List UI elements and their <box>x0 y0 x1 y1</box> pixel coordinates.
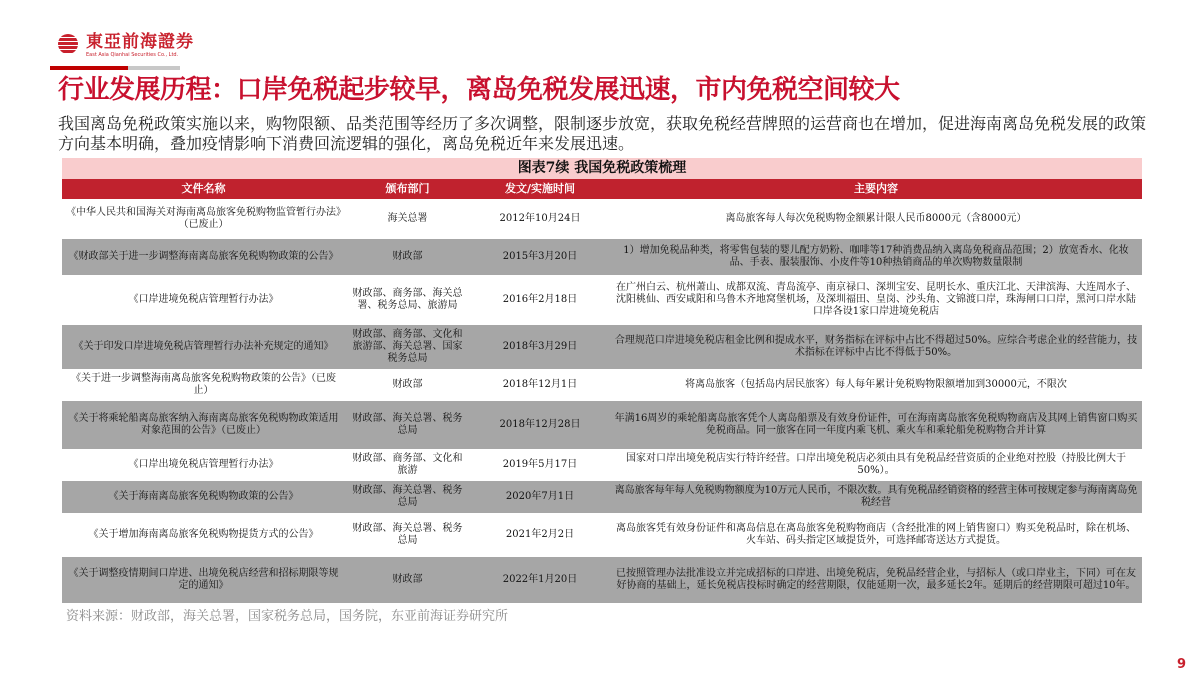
cell-doc-name: 《关于进一步调整海南离岛旅客免税购物政策的公告》（已废止） <box>71 373 336 396</box>
table-row <box>62 277 1142 325</box>
cell-content: 离岛旅客每年每人免税购物额度为10万元人民币，不限次数。具有免税品经销资格的经营主体可按规定参与海南离岛免税经营 <box>614 485 1138 508</box>
table-caption: 图表7续 我国免税政策梳理 <box>62 158 1142 179</box>
table-row <box>62 371 1142 401</box>
cell-issuer: 财政部、海关总署、税务总局 <box>352 413 463 436</box>
logo-name-en: East Asia Qianhai Securities Co., Ltd. <box>86 52 179 58</box>
cell-issuer: 财政部 <box>392 251 423 262</box>
cell-content: 合理规范口岸进境免税店租金比例和提成水平，财务指标在评标中占比不得超过50%。应综合考虑企业的经营能力，技术指标在评标中占比不得低于50%。 <box>614 335 1138 358</box>
page-title: 行业发展历程：口岸免税起步较早，离岛免税发展迅速，市内免税空间较大 <box>58 75 900 105</box>
cell-issuer: 财政部 <box>392 379 423 390</box>
table-row <box>62 557 1142 605</box>
source-note: 资料来源：财政部，海关总署，国家税务总局，国务院，东亚前海证券研究所 <box>66 609 509 624</box>
table-body <box>62 201 1142 605</box>
cell-content: 1）增加免税品种类，将零售包装的婴儿配方奶粉、咖啡等17种消费品纳入离岛免税商品范围；2）放宽香水、化妆品、手表、服装服饰、小皮件等10种热销商品的单次购物数量限制 <box>623 245 1129 268</box>
cell-content: 国家对口岸出境免税店实行特许经营。口岸出境免税店必须由具有免税品经营资质的企业绝对控股（持股比例大于50%）。 <box>626 453 1126 476</box>
company-logo <box>58 32 194 59</box>
logo-text <box>86 32 194 59</box>
cell-issuer: 财政部、商务部、文化和旅游 <box>352 453 463 476</box>
cell-date: 2019年5月17日 <box>502 459 578 470</box>
header-content: 主要内容 <box>854 182 898 195</box>
cell-content: 在广州白云、杭州萧山、成都双流、青岛流亭、南京禄口、深圳宝安、昆明长水、重庆江北、天津滨海、大连周水子、沈阳桃仙、西安咸阳和乌鲁木齐地窝堡机场，及深圳福田、皇岗、沙头角、文锦渡口岸，珠海闸口口岸，黑河口岸水陆口岸各设1家口岸进境免税店 <box>616 282 1136 317</box>
header-issuer: 颁布部门 <box>385 182 430 195</box>
header-date: 发文/实施时间 <box>504 182 576 195</box>
cell-date: 2018年12月1日 <box>502 379 578 390</box>
cell-issuer: 财政部、海关总署、税务总局 <box>352 523 463 546</box>
cell-content: 离岛旅客凭有效身份证件和离岛信息在离岛旅客免税购物商店（含经批准的网上销售窗口）购买免税品时，除在机场、火车站、码头指定区域提货外，可选择邮寄送达方式提货。 <box>616 523 1136 546</box>
cell-issuer: 海关总署 <box>387 213 428 224</box>
header-doc-name: 文件名称 <box>181 182 226 195</box>
cell-date: 2018年12月28日 <box>499 419 581 430</box>
cell-content: 将离岛旅客（包括岛内居民旅客）每人每年累计免税购物限额增加到30000元，不限次 <box>685 379 1067 390</box>
cell-issuer: 财政部 <box>392 574 423 585</box>
table-row <box>62 481 1142 515</box>
cell-doc-name: 《财政部关于进一步调整海南离岛旅客免税购物政策的公告》 <box>68 251 339 262</box>
cell-date: 2020年7月1日 <box>505 491 575 502</box>
cell-date: 2012年10月24日 <box>499 213 581 224</box>
cell-doc-name: 《关于将乘轮船离岛旅客纳入海南离岛旅客免税购物政策适用对象范围的公告》（已废止） <box>68 413 339 436</box>
table-row <box>62 515 1142 557</box>
cell-doc-name: 《关于增加海南离岛旅客免税购物提货方式的公告》 <box>88 529 319 540</box>
cell-doc-name: 《关于调整疫情期间口岸进、出境免税店经营和招标期限等规定的通知》 <box>68 568 339 591</box>
cell-content: 离岛旅客每人每次免税购物金额累计限人民币8000元（含8000元） <box>725 213 1027 224</box>
intro-paragraph: 我国离岛免税政策实施以来，购物限额、品类范围等经历了多次调整，限制逐步放宽，获取免税经营牌照的运营商也在增加，促进海南离岛免税发展的政策方向基本明确，叠加疫情影响下消费回流逻辑的强化，离岛免税近年来发展迅速。 <box>58 114 1147 153</box>
cell-content: 年满16周岁的乘轮船离岛旅客凭个人离岛船票及有效身份证件，可在海南离岛旅客免税购物商店及其网上销售窗口购买免税商品。同一旅客在同一年度内乘飞机、乘火车和乘轮船免税购物合并计算 <box>614 413 1138 436</box>
page-number: 9 <box>1177 657 1187 672</box>
cell-date: 2022年1月20日 <box>502 574 578 585</box>
policy-table <box>62 158 1142 605</box>
table-row <box>62 201 1142 239</box>
cell-doc-name: 《关于海南离岛旅客免税购物政策的公告》 <box>108 491 299 502</box>
table-row <box>62 401 1142 451</box>
table-row <box>62 325 1142 371</box>
cell-date: 2021年2月2日 <box>505 529 575 540</box>
cell-issuer: 财政部、商务部、文化和旅游部、海关总署、国家税务总局 <box>352 329 463 364</box>
header-divider <box>50 66 180 70</box>
table-row <box>62 451 1142 481</box>
table-header <box>62 179 1142 201</box>
table-row <box>62 239 1142 277</box>
cell-date: 2016年2月18日 <box>502 294 578 305</box>
cell-doc-name: 《中华人民共和国海关对海南离岛旅客免税购物监管暂行办法》（已废止） <box>66 207 341 230</box>
cell-content: 已按照管理办法批准设立并完成招标的口岸进、出境免税店，免税品经营企业，与招标人（或口岸业主，下同）可在友好协商的基础上，延长免税店投标时确定的经营期限，仅能延期一次，最多延长2年。延期后的经营期限可超过10年。 <box>616 568 1136 591</box>
logo-globe-icon <box>58 34 78 54</box>
cell-issuer: 财政部、商务部、海关总署、税务总局、旅游局 <box>352 288 463 311</box>
cell-doc-name: 《关于印发口岸进境免税店管理暂行办法补充规定的通知》 <box>73 341 334 352</box>
cell-doc-name: 《口岸进境免税店管理暂行办法》 <box>128 294 279 305</box>
logo-name-cn: 東亞前海證券 <box>86 32 194 52</box>
cell-doc-name: 《口岸出境免税店管理暂行办法》 <box>128 459 279 470</box>
cell-issuer: 财政部、海关总署、税务总局 <box>352 485 463 508</box>
cell-date: 2015年3月20日 <box>502 251 578 262</box>
cell-date: 2018年3月29日 <box>502 341 578 352</box>
content-area <box>58 114 1148 625</box>
